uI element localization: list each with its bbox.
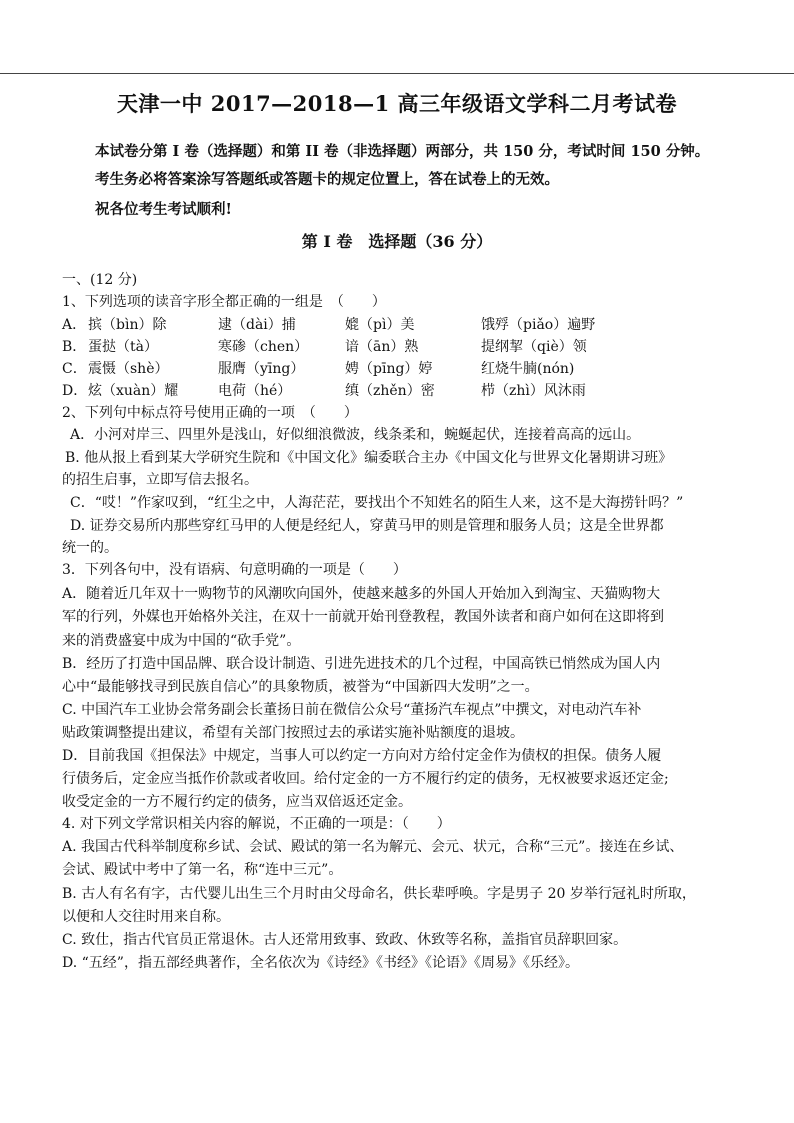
option-item: 红烧牛腩(nón) xyxy=(481,361,575,377)
option-item: 提纲挈（qiè）领 xyxy=(481,339,587,355)
option-item: 摈（bìn）除 xyxy=(88,317,167,333)
option-label: B． xyxy=(62,339,87,355)
q3-option-d: D．目前我国《担保法》中规定，当事人可以约定一方向对方给付定金作为债权的担保。债务人履 xyxy=(62,748,662,764)
q2-option-d: D. 证券交易所内那些穿红马甲的人便是经纪人，穿黄马甲的则是管理和服务人员；这是全世界都 xyxy=(70,518,664,534)
intro-line-1: 本试卷分第 I 卷（选择题）和第 II 卷（非选择题）两部分，共 150 分，考试时间 150 分钟。 xyxy=(95,143,710,160)
q2-option-b-cont: 的招生启事，立即写信去报名。 xyxy=(62,472,258,488)
option-item: 逮（dài）捕 xyxy=(218,317,296,333)
q3-stem: 3．下列各句中，没有语病、句意明确的一项是（ ） xyxy=(62,562,407,578)
q2-stem: 2、下列句中标点符号使用正确的一项 （ ） xyxy=(62,405,358,421)
q3-option-b: B．经历了打造中国品牌、联合设计制造、引进先进技术的几个过程，中国高铁已悄然成为国人内 xyxy=(62,656,661,672)
q3-option-d-cont2: 收受定金的一方不履行约定的债务，应当双倍返还定金。 xyxy=(62,794,412,810)
option-item: 谙（ān）熟 xyxy=(345,339,419,355)
q4-option-d: D. “五经”，指五部经典著作，全名依次为《诗经》《书经》《论语》《周易》《乐经》。 xyxy=(62,955,579,971)
option-item: 电荷（hé） xyxy=(218,383,292,399)
q3-option-d-cont1: 行债务后，定金应当抵作价款或者收回。给付定金的一方不履行约定的债务，无权被要求返还定金; xyxy=(62,771,669,787)
q4-option-a-cont: 会试、殿试中考中了第一名，称“连中三元”。 xyxy=(62,862,343,878)
option-label: A． xyxy=(62,317,87,333)
option-item: 媲（pì）美 xyxy=(345,317,415,333)
option-item: 震慑（shè） xyxy=(88,361,169,377)
option-item: 服膺（yīng） xyxy=(218,361,305,377)
option-item: 饿殍（piǎo）遍野 xyxy=(481,317,596,333)
q4-option-b-cont: 以便和人交往时用来自称。 xyxy=(62,909,230,925)
option-item: 缜（zhěn）密 xyxy=(345,383,435,399)
q2-option-b: B. 他从报上看到某大学研究生院和《中国文化》编委联合主办《中国文化与世界文化暑期讲习班》 xyxy=(65,450,673,466)
q4-option-b: B. 古人有名有字，古代婴儿出生三个月时由父母命名，供长辈呼唤。字是男子 20 岁举行冠礼时所取， xyxy=(62,886,696,902)
option-item: 娉（pīng）婷 xyxy=(345,361,433,377)
option-item: 炫（xuàn）耀 xyxy=(88,383,179,399)
section-title: 第 I 卷 选择题（36 分） xyxy=(301,232,493,251)
option-item: 蛋挞（tà） xyxy=(88,339,158,355)
option-item: 寒碜（chen） xyxy=(218,339,309,355)
exam-title: 天津一中 2017—2018—1 高三年级语文学科二月考试卷 xyxy=(116,91,678,116)
q3-option-c-cont: 贴政策调整提出建议，希望有关部门按照过去的承诺实施补贴额度的退坡。 xyxy=(62,725,524,741)
q4-stem: 4. 对下列文学常识相关内容的解说，不正确的一项是：（ ） xyxy=(62,816,451,832)
q4-option-c: C. 致仕，指古代官员正常退休。古人还常用致事、致政、休致等名称，盖指官员辞职回家。 xyxy=(62,932,628,948)
q3-option-c: C. 中国汽车工业协会常务副会长董扬日前在微信公众号“董扬汽车视点”中撰文，对电动汽车补 xyxy=(62,702,642,718)
q1-stem: 1、下列选项的读音字形全都正确的一组是 （ ） xyxy=(62,294,386,310)
intro-line-3: 祝各位考生考试顺利! xyxy=(95,201,232,218)
option-item: 栉（zhì）风沐雨 xyxy=(481,383,586,399)
q2-option-d-cont: 统一的。 xyxy=(62,540,118,556)
q4-option-a: A. 我国古代科举制度称乡试、会试、殿试的第一名为解元、会元、状元，合称“三元”。接连在乡试、 xyxy=(62,839,684,855)
top-rule xyxy=(0,73,794,74)
q2-option-c: C．“哎！”作家叹到，“红尘之中，人海茫茫，要找出个不知姓名的陌生人来，这不是大海捞针吗？” xyxy=(70,495,684,511)
q3-option-a-cont1: 军的行列，外媒也开始格外关注，在双十一前就开始刊登教程，教国外读者和商户如何在这即将到 xyxy=(62,609,664,625)
q3-option-b-cont: 心中“最能够找寻到民族自信心”的具象物质，被誉为“中国新四大发明”之一。 xyxy=(62,679,539,695)
option-label: C． xyxy=(62,361,87,377)
q2-option-a: A．小河对岸三、四里外是浅山，好似细浪微波，线条柔和，蜿蜒起伏，连接着高高的远山。 xyxy=(70,427,641,443)
part-header: 一、(12 分) xyxy=(62,272,138,288)
q3-option-a: A．随着近几年双十一购物节的风潮吹向国外，使越来越多的外国人开始加入到淘宝、天猫购物大 xyxy=(62,586,661,602)
q3-option-a-cont2: 来的消费盛宴中成为中国的“砍手党”。 xyxy=(62,633,301,649)
intro-line-2: 考生务必将答案涂写答题纸或答题卡的规定位置上，答在试卷上的无效。 xyxy=(95,171,559,188)
option-label: D． xyxy=(62,383,88,399)
